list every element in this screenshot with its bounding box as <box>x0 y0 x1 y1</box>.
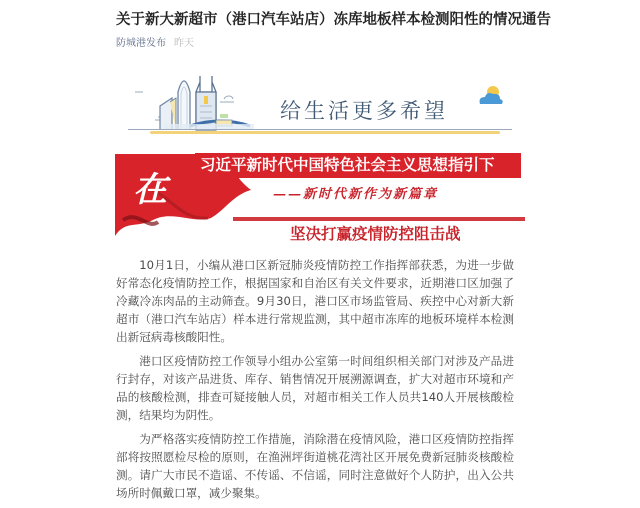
divider-accent <box>150 131 500 134</box>
banner-campaign <box>113 150 533 242</box>
paragraph: 为严格落实疫情防控工作措施，消除潜在疫情风险，港口区疫情防控指挥部将按照愿检尽检的原则，在渔洲坪街道桃花湾社区开展免费新冠肺炎核酸检测。请广大市民不造谣、不传谣、不信谣，同时注意做好个人防护，出入公共场所时佩戴口罩，减少聚集。 <box>116 432 514 500</box>
banner-hope <box>120 62 520 146</box>
publish-time: 昨天 <box>174 38 194 49</box>
campaign-headline: 习近平新时代中国特色社会主义思想指引下 <box>200 156 495 174</box>
hope-slogan: 给生活更多希望 <box>280 99 448 123</box>
divider <box>128 129 512 130</box>
campaign-subline: ——新时代新作为新篇章 <box>273 187 439 202</box>
headline-bar <box>195 153 521 178</box>
article-body <box>116 256 514 508</box>
paragraph: 港口区疫情防控工作领导小组办公室第一时间组织相关部门对涉及产品进行封存，对该产品进货、库存、销售情况开展溯源调查，扩大对超市环境和产品的核酸检测，排查可疑接触人员，对超市相关工作人员共140人开展核酸检测，结果均为阴性。 <box>116 354 514 422</box>
paragraph: 10月1日，小编从港口区新冠肺炎疫情防控工作指挥部获悉，为进一步做好常态化疫情防控工作，根据国家和自治区有关文件要求，近期港口区加强了冷藏冷冻肉品的主动筛查。9月30日，港口区市场监管局、疾控中心对新大新超市（港口汽车站店）样本进行常规监测，其中超市冻库的地板环境样本检测出新冠病毒核酸阳性。 <box>116 258 514 344</box>
article-title: 关于新大新超市（港口汽车站店）冻库地板样本检测阳性的情况通告 <box>116 12 551 28</box>
big-character: 在 <box>133 170 167 210</box>
red-divider <box>233 217 525 221</box>
sun-cloud-icon <box>476 84 506 106</box>
byline <box>116 37 194 51</box>
author-link[interactable]: 防城港发布 <box>116 38 166 49</box>
campaign-title: 坚决打赢疫情防控阻击战 <box>290 225 461 243</box>
